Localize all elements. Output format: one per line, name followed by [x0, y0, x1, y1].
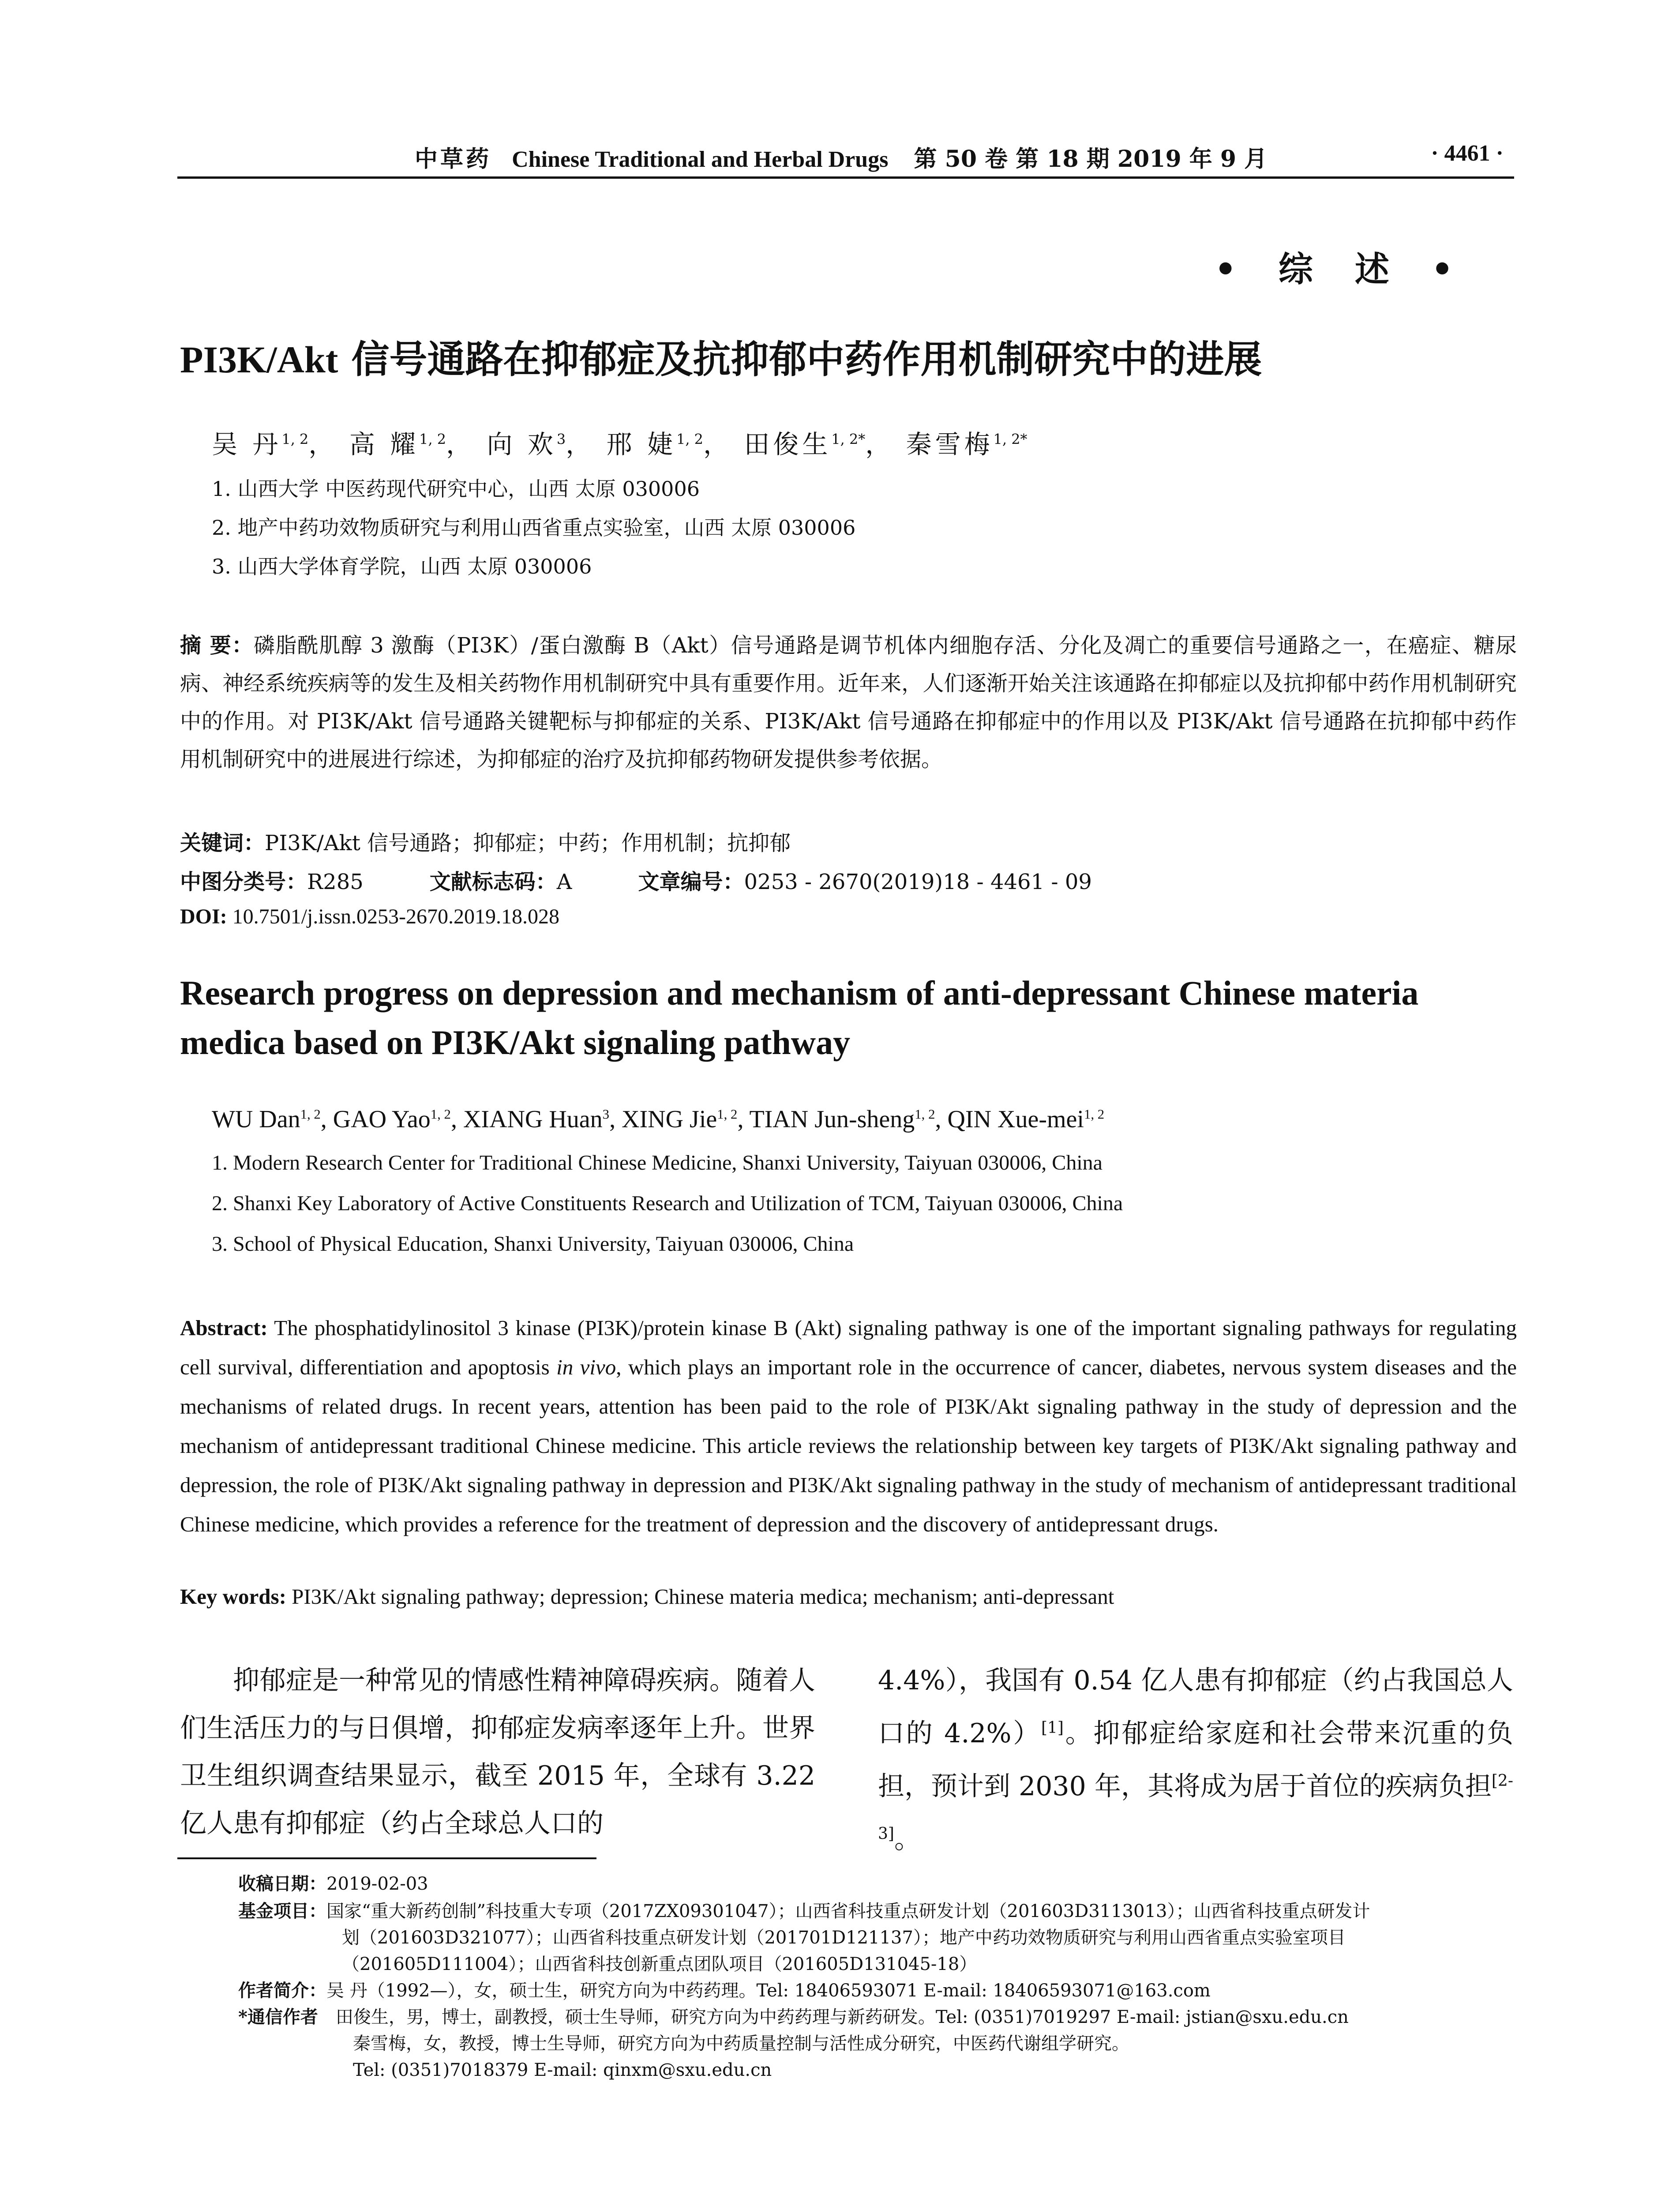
- abstract-cn-label: 摘 要：: [180, 633, 254, 658]
- author-cn: 吴 丹: [212, 429, 282, 459]
- body-text: 。抑郁症给家庭和社会带来沉重的负担，预计到 2030 年，其将成为居于首位的疾病负担: [878, 1718, 1513, 1802]
- authors-en: WU Dan$^{1, 2}$, GAO Yao$^{1, 2}$, XIANG Huan$^3$, XING Jie$^{1, 2}$, TIAN Jun-sheng$^{1, 2}$, QIN Xue-mei$^{1, 2}$: [212, 1106, 1105, 1133]
- title-cn: [180, 329, 1262, 383]
- doi: [180, 904, 559, 929]
- header-rule: [177, 176, 1514, 179]
- abstract-en-text: The phosphatidylinositol 3 kinase (PI3K)/protein kinase B (Akt) signaling pathway is one of the important signaling pathways for regulating cell survival, differentiation and apoptosis: [180, 1316, 1517, 1379]
- abstract-cn-text: 磷脂酰肌醇 3 激酶（PI3K）/蛋白激酶 B（Akt）信号通路是调节机体内细胞存活、分化及凋亡的重要信号通路之一，在癌症、糖尿病、神经系统疾病等的发生及相关药物作用机制研究中具有重要作用。近年来，人们逐渐开始关注该通路在抑郁症以及抗抑郁中药作用机制研究中的作用。对 PI3K/Akt 信号通路关键靶标与抑郁症的关系、PI3K/Akt 信号通路在抑郁症中的作用以及 PI3K/Akt 信号通路在抗抑郁中药作用机制研究中的进展进行综述，为抑郁症的治疗及抗抑郁药物研发提供参考依据。: [180, 633, 1517, 772]
- author-cn: 秦雪梅: [906, 429, 994, 459]
- received-label: 收稿日期：: [238, 1873, 326, 1894]
- author-en: GAO Yao: [333, 1106, 431, 1133]
- keywords-cn-label: 关键词：: [180, 831, 265, 855]
- footnote-received: [238, 1871, 428, 1897]
- author-en: QIN Xue-mei: [947, 1106, 1084, 1133]
- abstract-en-text-cont: , which plays an important role in the occurrence of cancer, diabetes, nervous system diseases and the mechanisms of related drugs. In recent years, attention has been paid to the role of PI3K/Akt signaling pathway in the study of depression and the mechanism of antidepressant traditional Chinese medicine. This article reviews the relationship between key targets of PI3K/Akt signaling pathway and depression, the role of PI3K/Akt signaling pathway in depression and PI3K/Akt signaling pathway in the study of mechanism of antidepressant traditional Chinese medicine, which provides a reference for the treatment of depression and the discovery of antidepressant drugs.: [180, 1355, 1517, 1536]
- author-en-affil: 1, 2: [430, 1107, 451, 1122]
- article-number-label: 文章编号：: [638, 870, 744, 894]
- body-text: 4.4%），我国有 0.54 亿人患有抑郁症（约占我国总人口的 4.2%）: [878, 1665, 1513, 1749]
- author-cn: 向 欢: [487, 429, 557, 459]
- journal-name-cn: 中草药: [415, 146, 492, 173]
- author-en-affil: 1, 2: [717, 1107, 738, 1122]
- journal-header: [415, 140, 1267, 173]
- author-en: WU Dan: [212, 1106, 300, 1133]
- affiliation-en: 3. School of Physical Education, Shanxi University, Taiyuan 030006, China: [212, 1232, 854, 1256]
- abstract-en-italic: in vivo: [556, 1355, 616, 1379]
- classification-line: [180, 865, 1092, 895]
- corresponding-line: 田俊生，男，博士，副教授，硕士生导师，研究方向为中药药理与新药研发。Tel: (0351)7019297 E-mail: jstian@sxu.edu.cn: [335, 2007, 1349, 2027]
- author-cn-affil: 1, 2*: [831, 431, 866, 448]
- citation-ref[interactable]: [2-3]: [878, 1772, 1513, 1843]
- doc-code-value: A: [556, 870, 572, 894]
- keywords-en: [180, 1584, 1114, 1609]
- class-value: R285: [307, 870, 364, 894]
- funding-line: 划（201603D321077）；山西省科技重点研发计划（201701D121137）；地产中药功效物质研究与利用山西省重点实验室项目: [342, 1928, 1346, 1948]
- affiliation-cn: 3. 山西大学体育学院，山西 太原 030006: [212, 555, 592, 578]
- affiliation-cn: 1. 山西大学 中医药现代研究中心，山西 太原 030006: [212, 477, 700, 501]
- body-text: 。: [894, 1824, 921, 1855]
- title-cn-text: 信号通路在抑郁症及抗抑郁中药作用机制研究中的进展: [338, 337, 1262, 382]
- author-cn-affil: 1, 2*: [993, 431, 1028, 448]
- affiliation-en: 1. Modern Research Center for Traditional Chinese Medicine, Shanxi University, Taiyuan 030006, China: [212, 1151, 1102, 1174]
- journal-name-en: Chinese Traditional and Herbal Drugs: [512, 147, 889, 172]
- doc-code-label: 文献标志码：: [429, 870, 557, 894]
- authors-cn: 吴 丹$^{1, 2}$， 高 耀$^{1, 2}$， 向 欢$^3$， 邢 婕$^{1, 2}$， 田俊生$^{1, 2*}$， 秦雪梅$^{1, 2*}$: [212, 429, 1028, 459]
- affiliation-en: 2. Shanxi Key Laboratory of Active Constituents Research and Utilization of TCM, Taiyuan 030006, China: [212, 1192, 1123, 1215]
- footnote-corresponding: [238, 2004, 1349, 2030]
- corresponding-line: Tel: (0351)7018379 E-mail: qinxm@sxu.edu.cn: [353, 2060, 772, 2080]
- article-number-value: 0253 - 2670(2019)18 - 4461 - 09: [744, 870, 1092, 894]
- footnote-author-bio: [238, 1977, 1211, 2004]
- keywords-cn: [180, 826, 791, 856]
- footnote-rule: [177, 1857, 596, 1859]
- journal-issue: 第 50 卷 第 18 期 2019 年 9 月: [914, 146, 1268, 173]
- author-cn-affil: 1, 2: [419, 431, 446, 448]
- author-en-affil: 1, 2: [1084, 1107, 1105, 1122]
- class-label: 中图分类号：: [180, 870, 308, 894]
- received-date: 2019-02-03: [326, 1874, 428, 1894]
- abstract-en-label: Abstract:: [180, 1316, 268, 1340]
- author-en: XIANG Huan: [463, 1106, 603, 1133]
- keywords-cn-text: PI3K/Akt 信号通路；抑郁症；中药；作用机制；抗抑郁: [265, 831, 791, 855]
- author-cn-affil: 3: [556, 431, 566, 448]
- funding-line: 国家“重大新药创制”科技重大专项（2017ZX09301047）；山西省科技重点研发计划（201603D3113013）；山西省科技重点研发计: [326, 1901, 1370, 1921]
- author-bio-text: 吴 丹（1992—），女，硕士生，研究方向为中药药理。Tel: 18406593071 E-mail: 18406593071@163.com: [326, 1981, 1211, 2001]
- abstract-cn: [180, 627, 1517, 778]
- affiliation-cn: 2. 地产中药功效物质研究与利用山西省重点实验室，山西 太原 030006: [212, 516, 856, 540]
- author-cn: 高 耀: [349, 429, 420, 459]
- author-cn: 田俊生: [744, 429, 832, 459]
- keywords-en-label: Key words:: [180, 1584, 286, 1609]
- doi-label: DOI:: [180, 905, 227, 928]
- funding-label: 基金项目：: [238, 1901, 326, 1921]
- author-en-affil: 1, 2: [915, 1107, 935, 1122]
- section-label: • 综 述 •: [1214, 249, 1468, 289]
- citation-ref[interactable]: [1]: [1041, 1719, 1064, 1737]
- keywords-en-text: PI3K/Akt signaling pathway; depression; Chinese materia medica; mechanism; anti-depressant: [286, 1584, 1114, 1609]
- abstract-en: [180, 1308, 1517, 1544]
- doi-value[interactable]: 10.7501/j.issn.0253-2670.2019.18.028: [227, 905, 560, 928]
- corresponding-label: *通信作者: [238, 2007, 318, 2027]
- author-en-affil: 1, 2: [300, 1107, 321, 1122]
- title-cn-latin: PI3K/Akt: [180, 338, 338, 381]
- author-en-affil: 3: [602, 1107, 610, 1122]
- body-column-right: [878, 1657, 1513, 1863]
- author-cn-affil: 1, 2: [281, 431, 309, 448]
- funding-line: （201605D111004）；山西省科技创新重点团队项目（201605D131045-18）: [342, 1954, 977, 1974]
- page-number: · 4461 ·: [1431, 141, 1504, 166]
- author-en: XING Jie: [622, 1106, 717, 1133]
- author-en: TIAN Jun-sheng: [749, 1106, 915, 1133]
- author-cn: 邢 婕: [606, 429, 677, 459]
- corresponding-line: 秦雪梅，女，教授，博士生导师，研究方向为中药质量控制与活性成分研究，中医药代谢组学研究。: [353, 2033, 1129, 2054]
- footnote-funding: [238, 1898, 1370, 1925]
- body-column-left: 抑郁症是一种常见的情感性精神障碍疾病。随着人们生活压力的与日俱增，抑郁症发病率逐年上升。世界卫生组织调查结果显示，截至 2015 年，全球有 3.22 亿人患有抑郁症（约占全球总人口的: [180, 1665, 815, 1839]
- title-en: Research progress on depression and mechanism of anti-depressant Chinese materia medica based on PI3K/Akt signaling pathway: [180, 974, 1419, 1062]
- author-bio-label: 作者简介：: [238, 1980, 326, 2001]
- author-cn-affil: 1, 2: [676, 431, 703, 448]
